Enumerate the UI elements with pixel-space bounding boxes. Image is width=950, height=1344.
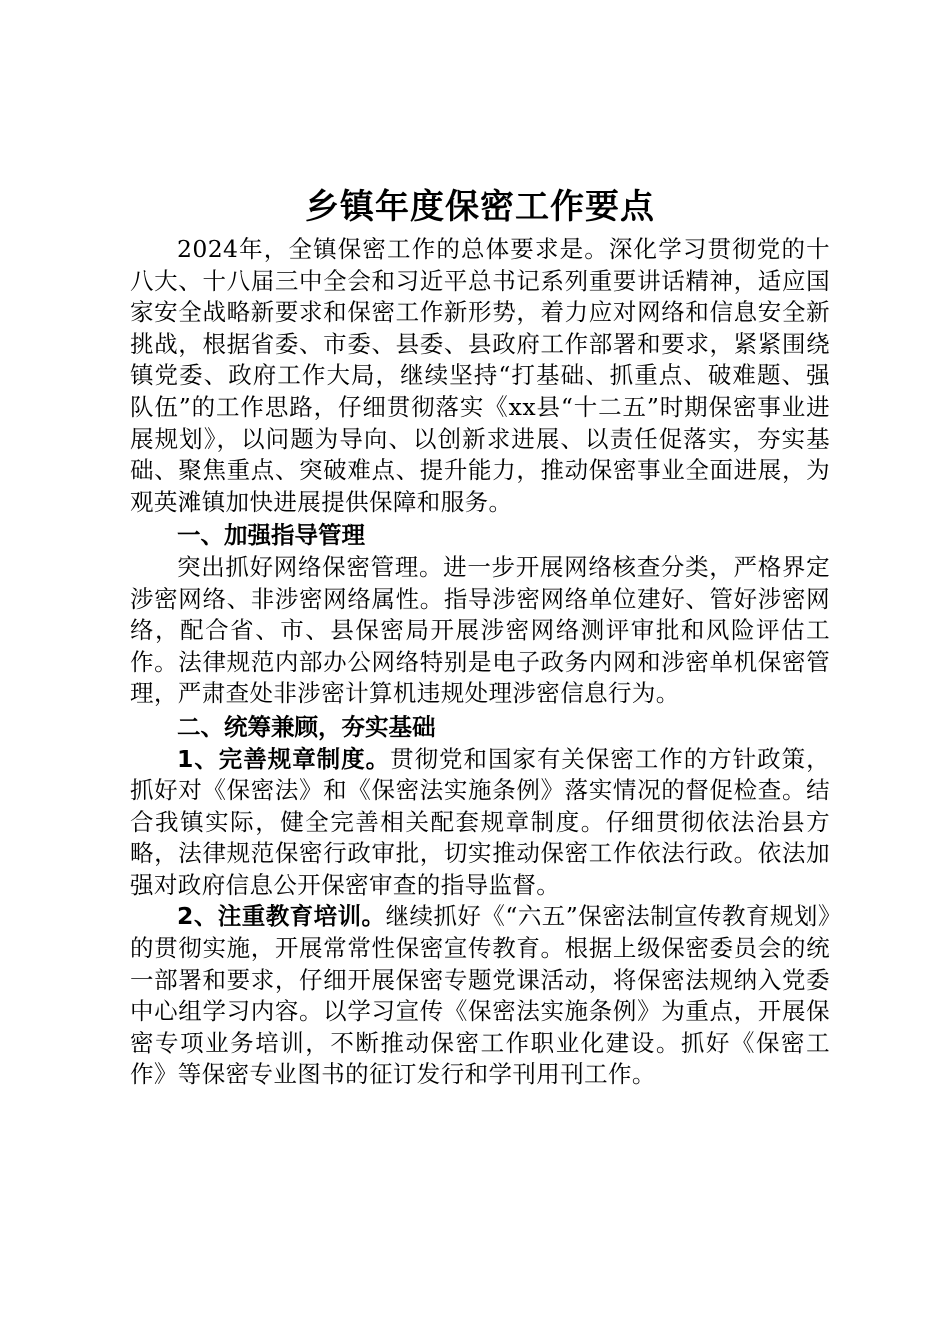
section-2-item-2 bbox=[130, 901, 830, 1091]
document-title: 乡镇年度保密工作要点 bbox=[305, 187, 655, 227]
section-1-paragraph: 突出抓好网络保密管理。进一步开展网络核查分类，严格界定涉密网络、非涉密网络属性。指导涉密网络单位建好、管好涉密网络，配合省、市、县保密局开展涉密网络测评审批和风险评估工作。法律规范内部办公网络特别是电子政务内网和涉密单机保密管理，严肃查处非涉密计算机违规处理涉密信息行为。 bbox=[130, 552, 830, 708]
section-2-heading: 二、统筹兼顾，夯实基础 bbox=[177, 712, 436, 741]
item-1-lead: 1、完善规章制度。 bbox=[177, 744, 391, 773]
item-2-body: 继续抓好《“六五”保密法制宣传教育规划》的贯彻实施，开展常常性保密宣传教育。根据上级保密委员会的统一部署和要求，仔细开展保密专题党课活动，将保密法规纳入党委中心组学习内容。以学习宣传《保密法实施条例》为重点，开展保密专项业务培训，不断推动保密工作职业化建设。抓好《保密工作》等保密专业图书的征订发行和学刊用刊工作。 bbox=[130, 902, 831, 1089]
item-2-lead: 2、注重教育培训。 bbox=[177, 902, 386, 931]
section-2-item-1 bbox=[130, 744, 830, 902]
intro-paragraph: 2024年，全镇保密工作的总体要求是。深化学习贯彻党的十八大、十八届三中全会和习近平总书记系列重要讲话精神，适应国家安全战略新要求和保密工作新形势，着力应对网络和信息安全新挑战，根据省委、市委、县委、县政府工作部署和要求，紧紧围绕镇党委、政府工作大局，继续坚持“打基础、抓重点、破难题、强队伍”的工作思路，仔细贯彻落实《xx县“十二五”时期保密事业进展规划》，以问题为导向、以创新求进展、以责任促落实，夯实基础、聚焦重点、突破难点、提升能力，推动保密事业全面进展，为观英滩镇加快进展提供保障和服务。 bbox=[130, 235, 830, 516]
item-1-body: 贯彻党和国家有关保密工作的方针政策，抓好对《保密法》和《保密法实施条例》落实情况的督促检查。结合我镇实际，健全完善相关配套规章制度。仔细贯彻依法治县方略，法律规范保密行政审批，切实推动保密工作依法行政。依法加强对政府信息公开保密审查的指导监督。 bbox=[130, 744, 830, 899]
document-body bbox=[130, 184, 830, 1091]
section-1-heading: 一、加强指导管理 bbox=[177, 521, 365, 550]
